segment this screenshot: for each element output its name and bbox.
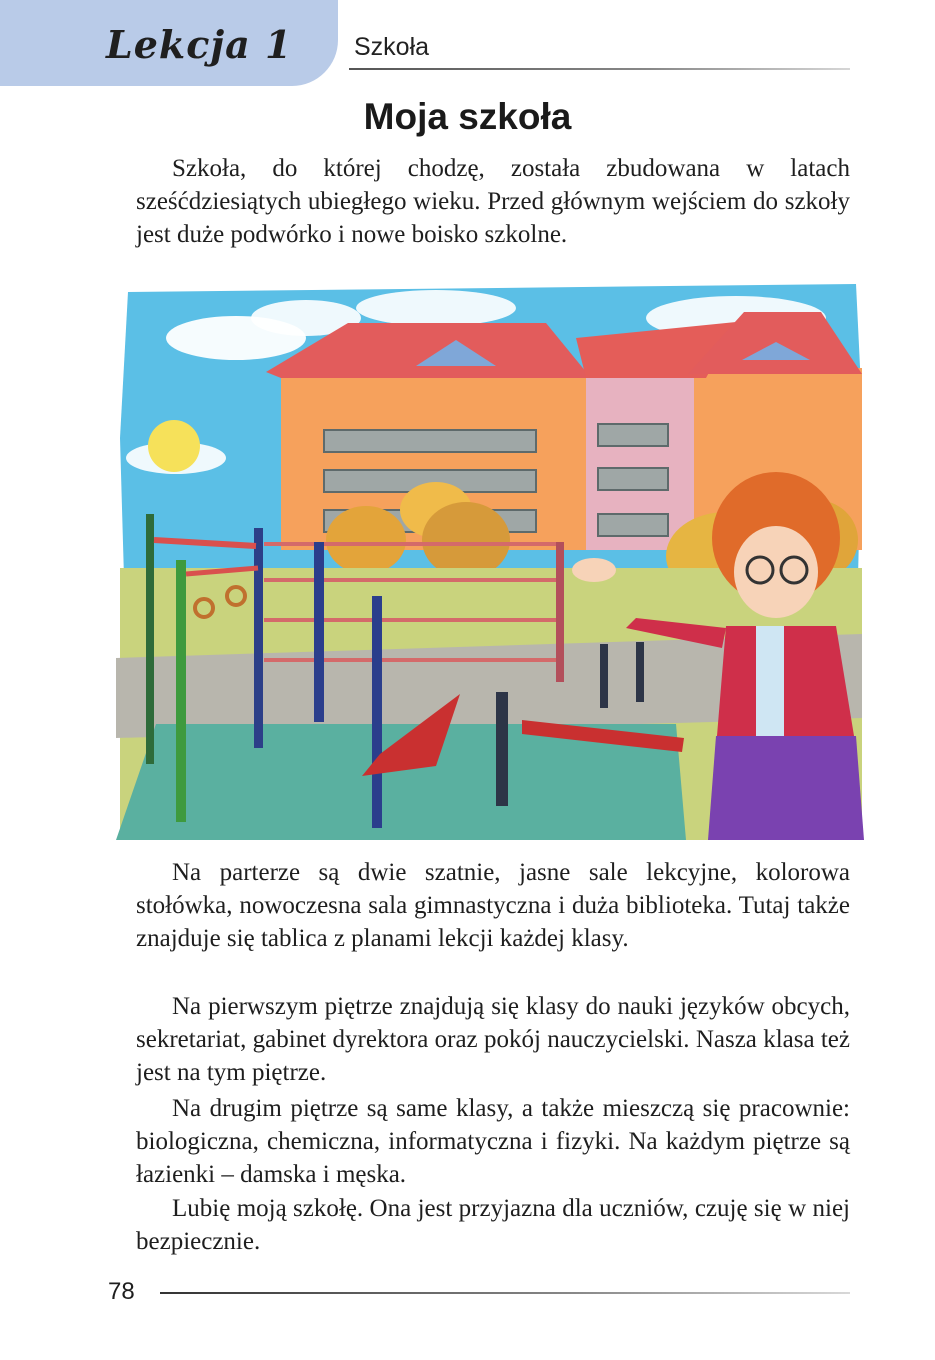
paragraph-first-floor: Na pierwszym piętrze znajdują się klasy do nauki języków obcych, sekretariat, gabinet dyrektora oraz pokój nauczycielski. Nasza klasa też jest na tym piętrze. bbox=[136, 993, 850, 1086]
lesson-label: Lekcja 1 bbox=[106, 22, 293, 67]
page-title: Moja szkoła bbox=[363, 96, 572, 137]
page-number: 78 bbox=[108, 1278, 135, 1305]
section-label: Szkoła bbox=[354, 33, 430, 61]
header-divider bbox=[349, 68, 850, 70]
sun-icon bbox=[148, 420, 200, 472]
footer-divider bbox=[160, 1292, 850, 1294]
paragraph-ground-floor: Na parterze są dwie szatnie, jasne sale lekcyjne, kolorowa stołówka, nowoczesna sala gimnastyczna i duża biblioteka. Tutaj także znajduje się tablica z planami lekcji każdej klasy. bbox=[136, 859, 850, 952]
paragraph-closing: Lubię moją szkołę. Ona jest przyjazna dla uczniów, czuję się w niej bezpiecznie. bbox=[136, 1195, 850, 1255]
paragraph-intro: Szkoła, do której chodzę, została zbudowana w latach sześćdziesiątych ubiegłego wieku. Przed głównym wejściem do szkoły jest duże podwórko i nowe boisko szkolne. bbox=[136, 155, 850, 248]
school-illustration bbox=[116, 278, 864, 840]
paragraph-second-floor: Na drugim piętrze są same klasy, a także mieszczą się pracownie: biologiczna, chemiczna, informatyczna i fizyki. Na każdym piętrze są łazienki – damska i męska. bbox=[136, 1095, 850, 1188]
